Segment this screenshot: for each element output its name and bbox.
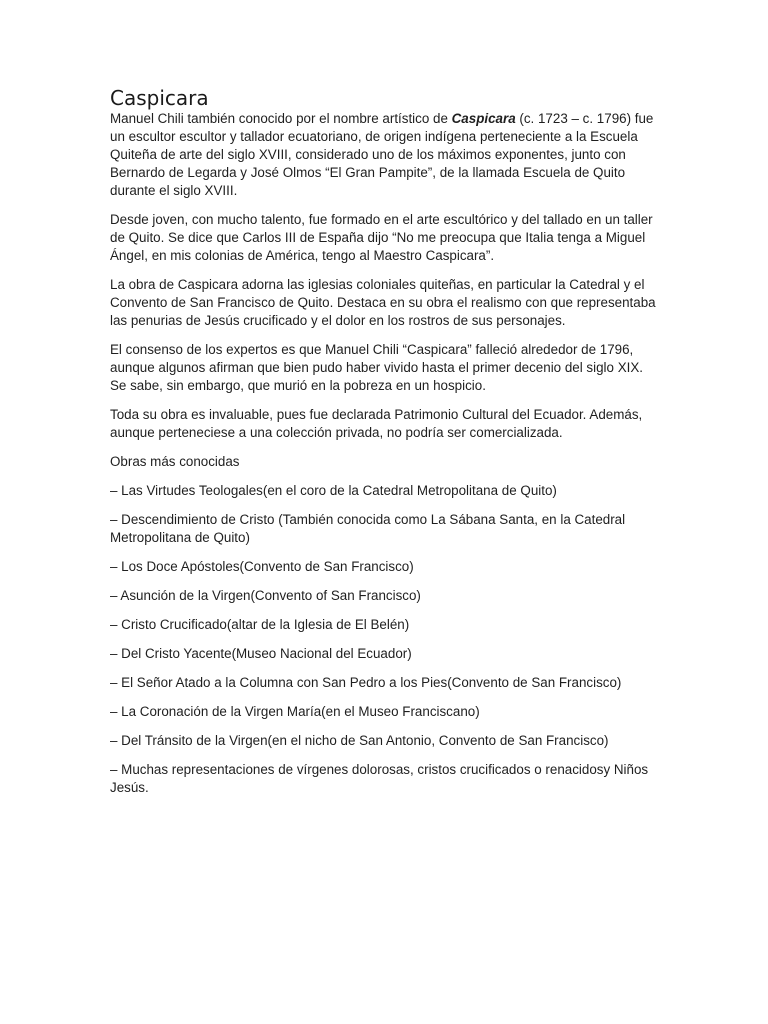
work-item: – Los Doce Apóstoles(Convento de San Francisco): [110, 559, 414, 574]
work-item: – El Señor Atado a la Columna con San Pedro a los Pies(Convento de San Francisco): [110, 675, 622, 690]
work-item: – Muchas representaciones de vírgenes dolorosas, cristos crucificados o renacidosy Niños Jesús.: [110, 762, 649, 795]
paragraph-death: El consenso de los expertos es que Manuel Chili “Caspicara” falleció alrededor de 1796, aunque algunos afirman que bien pudo haber vivido hasta el primer decenio del siglo XIX. Se sabe, sin embargo, que murió en la pobreza en un hospicio.: [110, 342, 643, 393]
paragraph-training: Desde joven, con mucho talento, fue formado en el arte escultórico y del tallado en un taller de Quito. Se dice que Carlos III de España dijo “No me preocupa que Italia tenga a Miguel Ángel, en mis colonias de América, tengo al Maestro Caspicara”.: [110, 212, 653, 263]
work-item: – Asunción de la Virgen(Convento of San Francisco): [110, 588, 421, 603]
works-heading: Obras más conocidas: [110, 454, 240, 469]
artist-name: Caspicara: [451, 111, 516, 126]
work-item: – La Coronación de la Virgen María(en el Museo Franciscano): [110, 704, 480, 719]
work-item: – Las Virtudes Teologales(en el coro de la Catedral Metropolitana de Quito): [110, 483, 557, 498]
intro-text-after: (c. 1723 – c. 1796) fue un escultor escultor y tallador ecuatoriano, de origen indígena perteneciente a la Escuela Quiteña de arte del siglo XVIII, considerado uno de los máximos exponentes, junto con Bernardo de Legarda y José Olmos “El Gran Pampite”, de la llamada Escuela de Quito durante el siglo XVIII.: [110, 111, 654, 198]
intro-paragraph: [110, 110, 662, 200]
paragraph-heritage: Toda su obra es invaluable, pues fue declarada Patrimonio Cultural del Ecuador. Además, aunque perteneciese a una colección privada, no podría ser comercializada.: [110, 407, 643, 440]
work-item: – Cristo Crucificado(altar de la Iglesia de El Belén): [110, 617, 410, 632]
document-page: [110, 86, 662, 808]
paragraph-work: La obra de Caspicara adorna las iglesias coloniales quiteñas, en particular la Catedral y el Convento de San Francisco de Quito. Destaca en su obra el realismo con que representaba las penurias de Jesús crucificado y el dolor en los rostros de sus personajes.: [110, 277, 656, 328]
document-title: Caspicara: [110, 86, 209, 110]
intro-text-before: Manuel Chili también conocido por el nombre artístico de: [110, 111, 452, 126]
work-item: – Del Tránsito de la Virgen(en el nicho de San Antonio, Convento de San Francisco): [110, 733, 609, 748]
works-list: [110, 482, 662, 797]
work-item: – Del Cristo Yacente(Museo Nacional del Ecuador): [110, 646, 412, 661]
work-item: – Descendimiento de Cristo (También conocida como La Sábana Santa, en la Catedral Metropolitana de Quito): [110, 512, 626, 545]
